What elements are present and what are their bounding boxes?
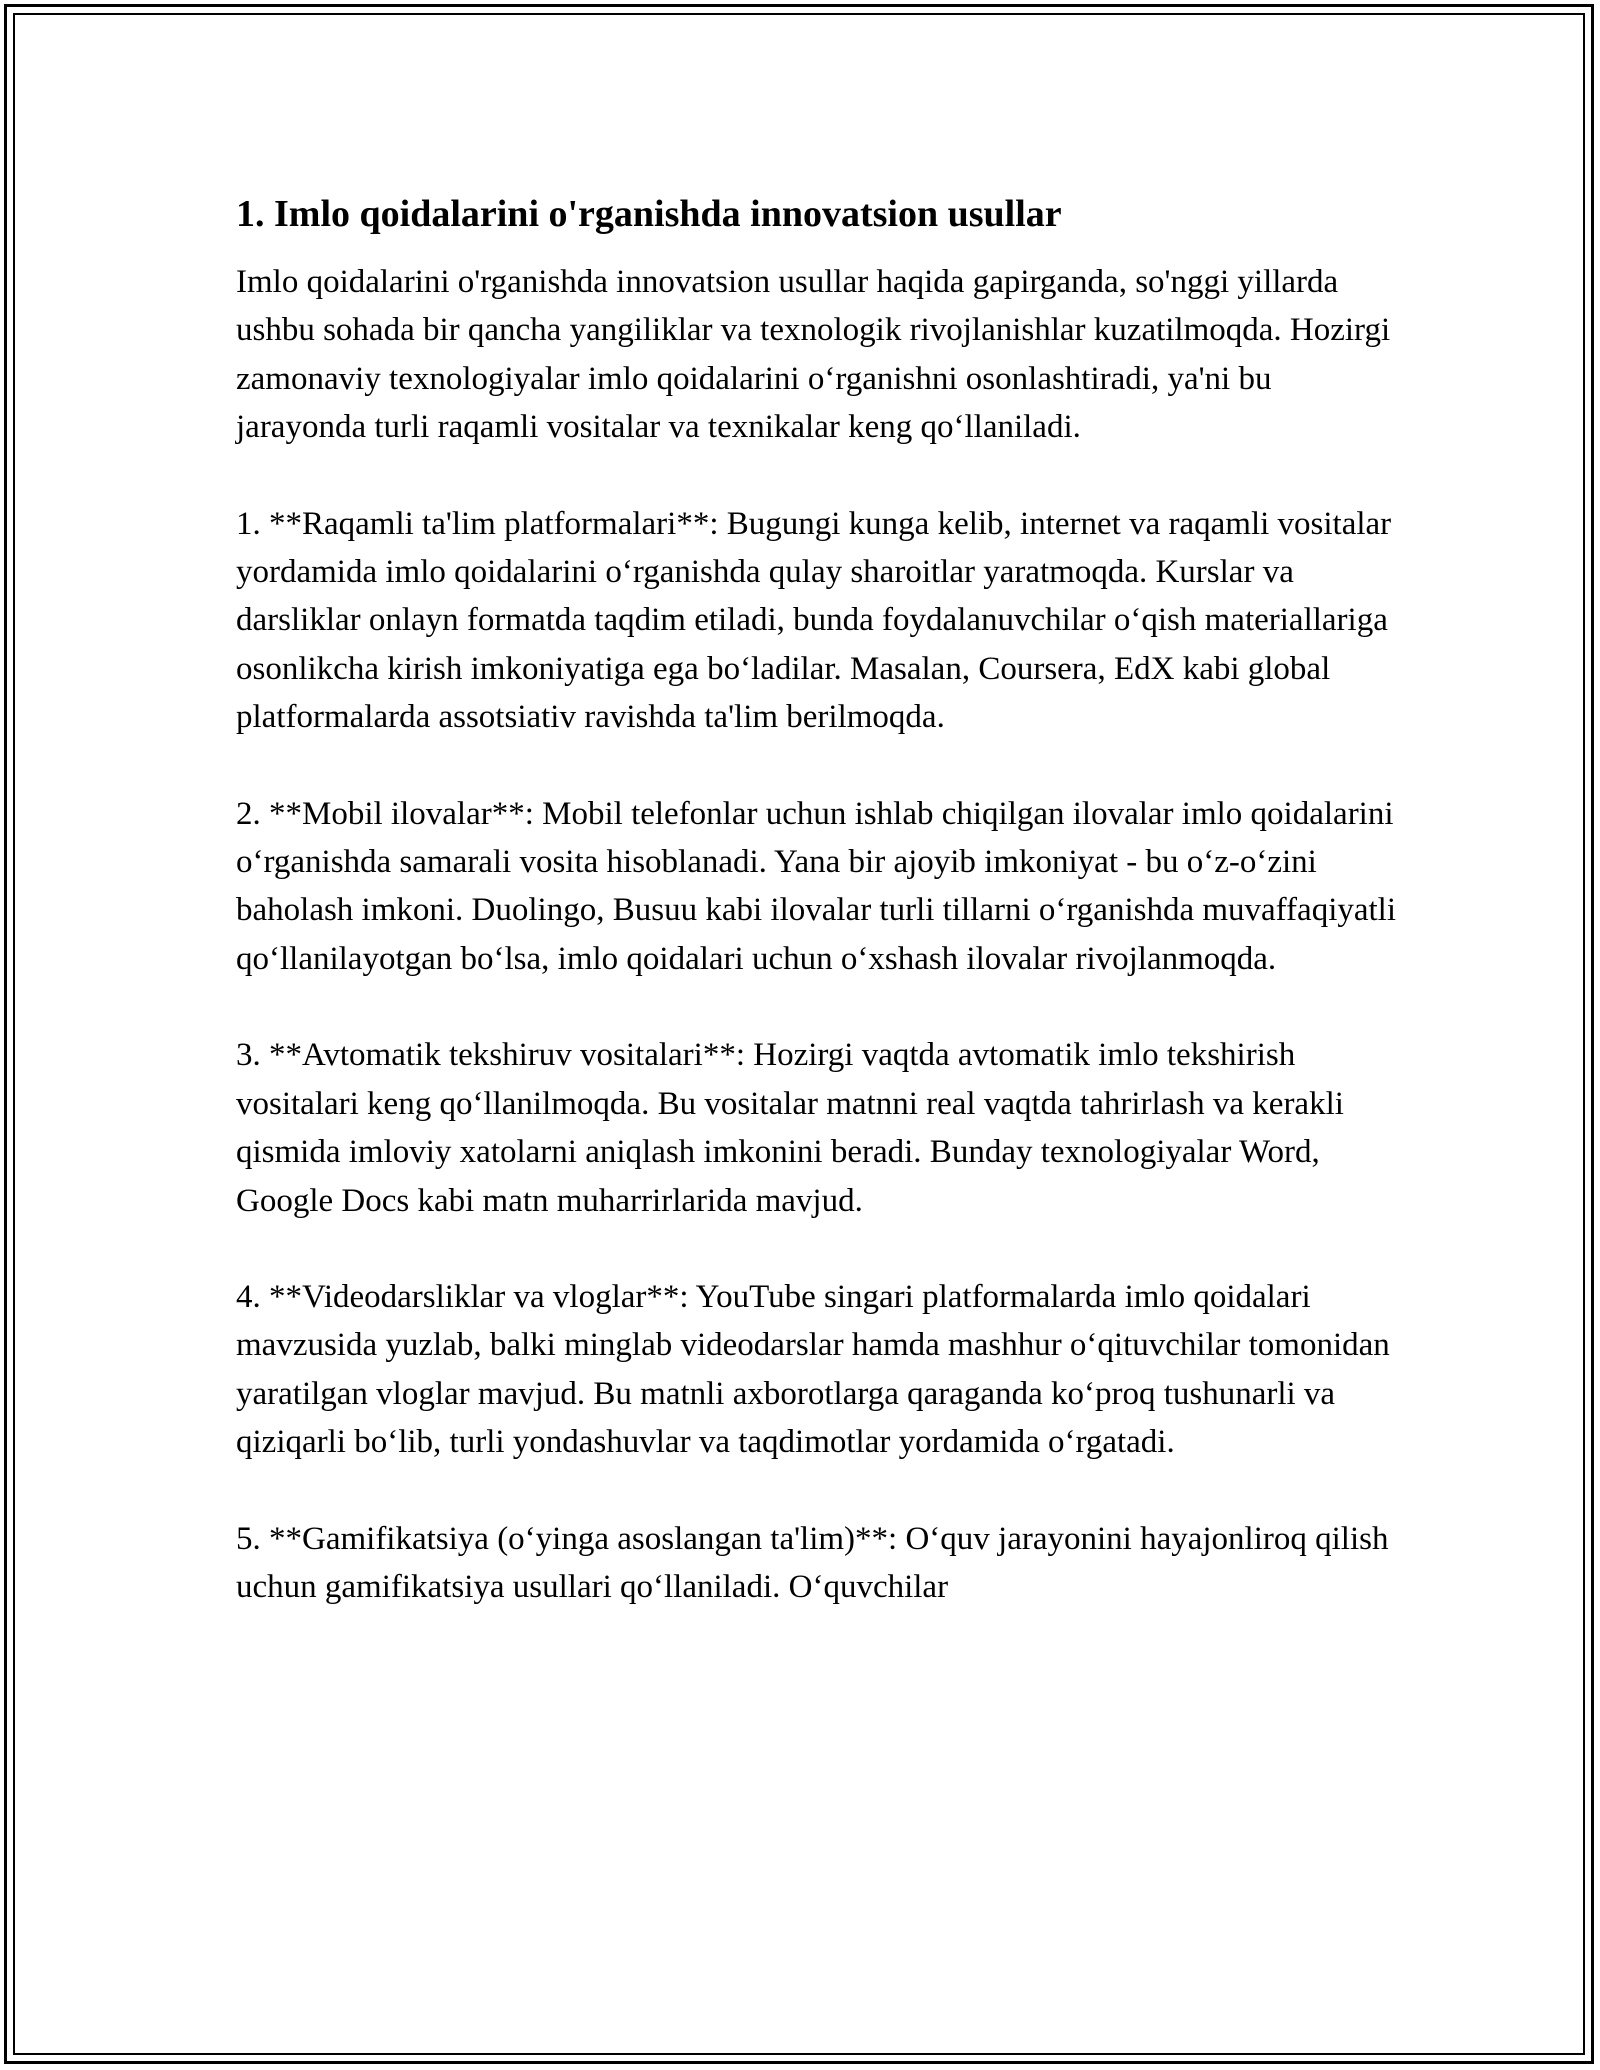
paragraph-video-lessons: 4. **Videodarsliklar va vloglar**: YouTube singari platformalarda imlo qoidalari mavzusida yuzlab, balki minglab videodarslar hamda mashhur o‘qituvchilar tomonidan yaratilgan vloglar mavjud. Bu matnli axborotlarga qaraganda ko‘proq tushunarli va qiziqarli bo‘lib, turli yondashuvlar va taqdimotlar yordamida o‘rgatadi.	[236, 1278, 1390, 1461]
paragraph-auto-check-tools: 3. **Avtomatik tekshiruv vositalari**: Hozirgi vaqtda avtomatik imlo tekshirish vositalari keng qo‘llanilmoqda. Bu vositalar matnni real vaqtda tahrirlash va kerakli qismida imloviy xatolarni aniqlash imkonini beradi. Bunday texnologiyalar Word, Google Docs kabi matn muharrirlarida mavjud.	[236, 1037, 1344, 1219]
section-heading: 1. Imlo qoidalarini o'rganishda innovatsion usullar	[236, 193, 1062, 235]
intro-paragraph: Imlo qoidalarini o'rganishda innovatsion usullar haqida gapirganda, so'nggi yillarda ushbu sohada bir qancha yangiliklar va texnologik rivojlanishlar kuzatilmoqda. Hozirgi zamonaviy texnologiyalar imlo qoidalarini o‘rganishni osonlashtiradi, ya'ni bu jarayonda turli raqamli vositalar va texnikalar keng qo‘llaniladi.	[236, 264, 1391, 446]
paragraph-mobile-apps: 2. **Mobil ilovalar**: Mobil telefonlar uchun ishlab chiqilgan ilovalar imlo qoidalarini o‘rganishda samarali vosita hisoblanadi. Yana bir ajoyib imkoniyat - bu o‘z-o‘zini baholash imkoni. Duolingo, Busuu kabi ilovalar turli tillarni o‘rganishda muvaffaqiyatli qo‘llanilayotgan bo‘lsa, imlo qoidalari uchun o‘xshash ilovalar rivojlanmoqda.	[236, 795, 1397, 977]
paragraph-digital-platforms: 1. **Raqamli ta'lim platformalari**: Bugungi kunga kelib, internet va raqamli vositalar yordamida imlo qoidalarini o‘rganishda qulay sharoitlar yaratmoqda. Kurslar va darsliklar onlayn formatda taqdim etiladi, bunda foydalanuvchilar o‘qish materiallariga osonlikcha kirish imkoniyatiga ega bo‘ladilar. Masalan, Coursera, EdX kabi global platformalarda assotsiativ ravishda ta'lim berilmoqda.	[236, 505, 1392, 736]
paragraph-gamification: 5. **Gamifikatsiya (o‘yinga asoslangan ta'lim)**: O‘quv jarayonini hayajonliroq qilish uchun gamifikatsiya usullari qo‘llaniladi. O‘quvchilar	[236, 1520, 1389, 1605]
document-body	[236, 190, 1406, 1611]
